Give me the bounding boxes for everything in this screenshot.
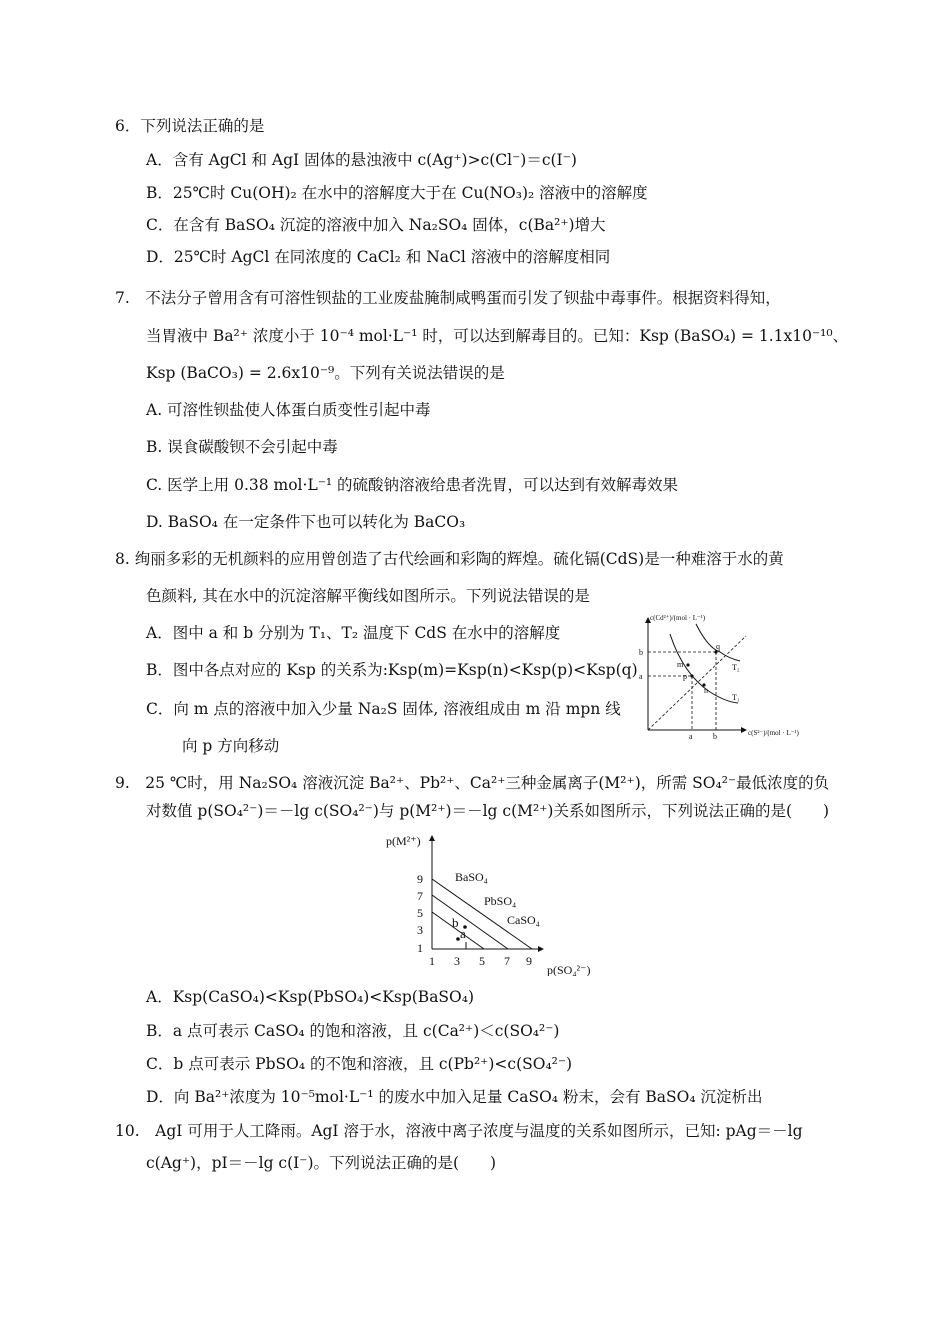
q9-option-b: B．a 点可表示 CaSO₄ 的饱和溶液，且 c(Ca²⁺)＜c(SO₄²⁻) (146, 1022, 560, 1040)
q6-option-a: A．含有 AgCl 和 AgI 固体的悬浊液中 c(Ag⁺)>c(Cl⁻)＝c(I⁻) (146, 151, 577, 169)
q8-stem-line-1: 8. 绚丽多彩的无机颜料的应用曾创造了古代绘画和彩陶的辉煌。硫化镉(CdS)是一种难溶于水的黄 (115, 550, 784, 568)
q8-label-n: n (704, 686, 708, 695)
q9-label-caso4: CaSO₄ (507, 913, 540, 927)
q7-option-a: A. 可溶性钡盐使人体蛋白质变性引起中毒 (146, 401, 431, 419)
q9-y-tick-1: 1 (417, 941, 423, 955)
q8-x-axis-label: c(S²⁻)/(mol · L⁻¹) (748, 729, 799, 737)
q8-point-p (690, 674, 693, 677)
q9-y-tick-9: 9 (417, 872, 423, 886)
q9-label-a: a (460, 926, 466, 941)
q10-stem-line-2: c(Ag⁺)，pI＝－lg c(I⁻)。下列说法正确的是( ) (146, 1154, 497, 1172)
q9-y-tick-5: 5 (417, 906, 423, 920)
q9-x-tick-9: 9 (526, 954, 532, 968)
q9-option-a: A．Ksp(CaSO₄)<Ksp(PbSO₄)<Ksp(BaSO₄) (146, 988, 475, 1006)
q9-figure (380, 828, 610, 980)
q9-y-axis-label: p(M²⁺) (386, 834, 421, 848)
q7-stem-line-2: 当胃液中 Ba²⁺ 浓度小于 10⁻⁴ mol·L⁻¹ 时，可以达到解毒目的。已知：Ksp (BaSO₄) = 1.1x10⁻¹⁰、 (146, 327, 849, 345)
q9-option-d: D．向 Ba²⁺浓度为 10⁻⁵mol·L⁻¹ 的废水中加入足量 CaSO₄ 粉末，会有 BaSO₄ 沉淀析出 (146, 1088, 763, 1106)
q8-x-tick-a: a (689, 732, 693, 741)
q7-stem-line-3: Ksp (BaCO₃) = 2.6x10⁻⁹。下列有关说法错误的是 (146, 364, 505, 382)
q6-option-d: D．25℃时 AgCl 在同浓度的 CaCl₂ 和 NaCl 溶液中的溶解度相同 (146, 248, 611, 266)
q8-option-c-cont: 向 p 方向移动 (182, 737, 280, 755)
q7-option-b: B. 误食碳酸钡不会引起中毒 (146, 438, 338, 456)
q6-stem: 6．下列说法正确的是 (115, 117, 265, 135)
q9-x-tick-3: 3 (454, 954, 460, 968)
q9-label-b: b (452, 915, 459, 930)
q9-x-tick-1: 1 (429, 954, 435, 968)
q8-y-tick-b: b (639, 648, 643, 657)
q6-option-b: B．25℃时 Cu(OH)₂ 在水中的溶解度大于在 Cu(NO₃)₂ 溶液中的溶解度 (146, 184, 648, 202)
q8-stem-line-2: 色颜料, 其在水中的沉淀溶解平衡线如图所示。下列说法错误的是 (146, 587, 590, 605)
q8-x-tick-b: b (713, 732, 717, 741)
q9-y-tick-7: 7 (417, 889, 423, 903)
q9-label-pbso4: PbSO₄ (484, 894, 517, 908)
q8-label-p: p (683, 672, 687, 681)
q8-option-a: A．图中 a 和 b 分别为 T₁、T₂ 温度下 CdS 在水中的溶解度 (146, 624, 561, 642)
q9-x-axis-label: p(SO₄²⁻) (547, 963, 591, 976)
q7-stem-line-1: 7. 不法分子曾用含有可溶性钡盐的工业废盐腌制咸鸭蛋而引发了钡盐中毒事件。根据资料得知， (115, 289, 781, 307)
q9-stem-line-2: 对数值 p(SO₄²⁻)＝－lg c(SO₄²⁻)与 p(M²⁺)＝－lg c(M²⁺)关系如图所示，下列说法正确的是( ) (146, 802, 830, 820)
q9-option-c: C．b 点可表示 PbSO₄ 的不饱和溶液，且 c(Pb²⁺)<c(SO₄²⁻) (146, 1055, 573, 1073)
q8-diagonal (648, 636, 746, 730)
q10-stem-line-1: 10. AgI 可用于人工降雨。AgI 溶于水，溶液中离子浓度与温度的关系如图所示，已知: pAg＝－lg (115, 1122, 803, 1140)
q8-figure (628, 608, 838, 747)
q7-option-d: D. BaSO₄ 在一定条件下也可以转化为 BaCO₃ (146, 513, 466, 531)
q8-label-q: q (716, 642, 720, 651)
q8-label-t1: T₁ (732, 693, 740, 702)
q8-label-m: m (677, 660, 684, 669)
q7-option-c: C. 医学上用 0.38 mol·L⁻¹ 的硫酸钠溶液给患者洗胃，可以达到有效解毒效果 (146, 476, 679, 494)
q9-stem-line-1: 9. 25 ℃时，用 Na₂SO₄ 溶液沉淀 Ba²⁺、Pb²⁺、Ca²⁺三种金属离子(M²⁺)，所需 SO₄²⁻最低浓度的负 (115, 774, 830, 792)
q8-option-c: C．向 m 点的溶液中加入少量 Na₂S 固体, 溶液组成由 m 沿 mpn 线 (146, 700, 621, 718)
q9-y-tick-3: 3 (417, 923, 423, 937)
q8-y-axis-label: c(Cd²⁺)/(mol · L⁻¹) (650, 614, 706, 622)
q8-label-t2: T₂ (732, 663, 740, 672)
q8-option-b: B．图中各点对应的 Ksp 的关系为:Ksp(m)=Ksp(n)<Ksp(p)<Ksp(q) (146, 661, 638, 679)
q8-point-m (686, 663, 689, 666)
q9-x-tick-7: 7 (504, 954, 510, 968)
q9-x-tick-5: 5 (479, 954, 485, 968)
q6-option-c: C．在含有 BaSO₄ 沉淀的溶液中加入 Na₂SO₄ 固体，c(Ba²⁺)增大 (146, 216, 606, 234)
q9-label-baso4: BaSO₄ (455, 870, 488, 884)
q8-y-tick-a: a (639, 672, 643, 681)
